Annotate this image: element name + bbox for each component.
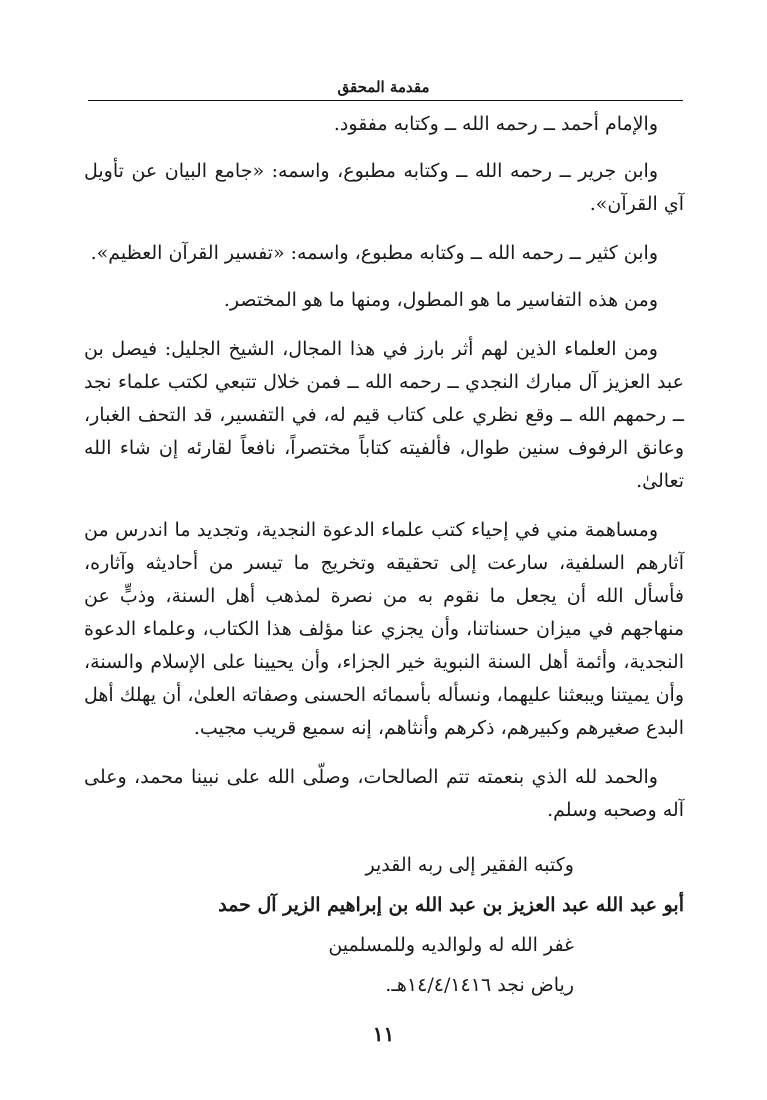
signature-line-written-by: وكتبه الفقير إلى ربه القدير xyxy=(365,854,574,876)
body-text xyxy=(84,108,684,843)
signature-author-name: أبو عبد الله عبد العزيز بن عبد الله بن إبراهيم الزير آل حمد xyxy=(218,894,684,916)
paragraph-closing-praise: والحمد لله الذي بنعمته تتم الصالحات، وصلّى الله على نبينا محمد، وعلى آله وصحبه وسلم. xyxy=(84,766,684,821)
signature-block xyxy=(84,845,684,1005)
signature-place-date: رياض نجد ١٤/٤/١٤١٦هـ. xyxy=(385,974,574,996)
paragraph-ibn-jarir: وابن جرير ــ رحمه الله ــ وكتابه مطبوع، واسمه: «جامع البيان عن تأويل آي القرآن». xyxy=(84,160,684,215)
header-rule xyxy=(88,100,683,101)
paragraph-tafsir-types: ومن هذه التفاسير ما هو المطول، ومنها ما هو المختصر. xyxy=(223,289,658,311)
running-header: مقدمة المحقق xyxy=(337,78,430,96)
paragraph-contribution: ومساهمة مني في إحياء كتب علماء الدعوة النجدية، وتجديد ما اندرس من آثارهم السلفية، سارعت إلى تحقيقه وتخريج ما تيسر من أحاديثه وآثاره، فأسأل الله أن يجعل ما نقوم به من نصرة لمذهب أهل السنة، وذبٍّ عن منهاجهم في ميزان حسناتنا، وأن يجزي عنا مؤلف هذا الكتاب، وعلماء الدعوة النجدية، وأئمة أهل السنة النبوية خير الجزاء، وأن يحيينا على الإسلام والسنة، وأن يميتنا ويبعثنا عليهما، ونسأله بأسمائه الحسنى وصفاته العلىٰ، أن يهلك أهل البدع صغيرهم وكبيرهم، ذكرهم وأنثاهم، إنه سميع قريب مجيب. xyxy=(84,519,684,739)
paragraph-scholars: ومن العلماء الذين لهم أثر بارز في هذا المجال، الشيخ الجليل: فيصل بن عبد العزيز آل مبارك النجدي ــ رحمه الله ــ فمن خلال تتبعي لكتب علماء نجد ــ رحمهم الله ــ وقع نظري على كتاب قيم له، في التفسير، قد التحف الغبار، وعانق الرفوف سنين طوال، فألفيته كتاباً مختصراً، نافعاً لقارئه إن شاء الله تعالىٰ. xyxy=(84,338,684,492)
paragraph-ibn-kathir: وابن كثير ــ رحمه الله ــ وكتابه مطبوع، واسمه: «تفسير القرآن العظيم». xyxy=(90,242,658,264)
signature-prayer: غفر الله له ولوالديه وللمسلمين xyxy=(328,934,574,956)
page-number: ١١ xyxy=(372,1022,395,1046)
paragraph-imam-ahmad: والإمام أحمد ــ رحمه الله ــ وكتابه مفقود. xyxy=(333,113,658,135)
